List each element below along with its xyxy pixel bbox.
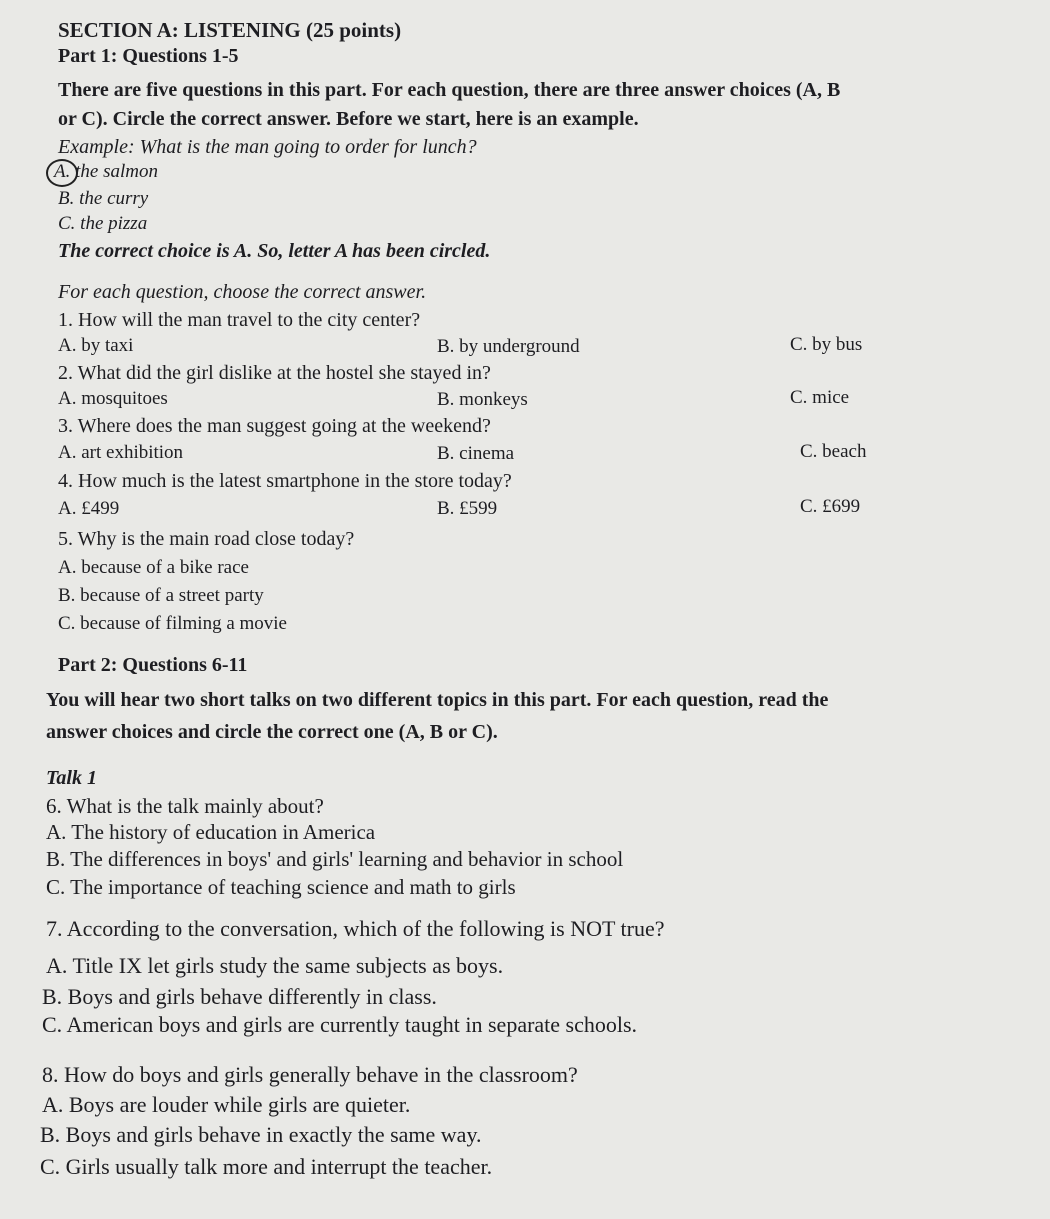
q2-question: 2. What did the girl dislike at the hostel she stayed in? (58, 362, 491, 384)
q4-question: 4. How much is the latest smartphone in the store today? (58, 470, 512, 492)
q3-option-a: A. art exhibition (58, 442, 184, 463)
example-note: The correct choice is A. So, letter A has been circled. (58, 240, 491, 262)
q5-option-b: B. because of a street party (58, 585, 264, 606)
q7-question: 7. According to the conversation, which of the following is NOT true? (46, 916, 665, 941)
q2-option-a: A. mosquitoes (58, 388, 168, 409)
q2-option-b: B. monkeys (437, 389, 528, 410)
q6-option-a: A. The history of education in America (46, 820, 376, 844)
q8-option-b: B. Boys and girls behave in exactly the same way. (40, 1122, 482, 1147)
q7-option-c: C. American boys and girls are currently taught in separate schools. (42, 1012, 638, 1037)
q5-option-a: A. because of a bike race (58, 557, 249, 578)
q4-option-a: A. £499 (58, 498, 120, 519)
q8-question: 8. How do boys and girls generally behave in the classroom? (42, 1062, 578, 1087)
q6-option-b: B. The differences in boys' and girls' learning and behavior in school (46, 847, 624, 871)
part2-instructions-line1: You will hear two short talks on two different topics in this part. For each question, read the (46, 689, 829, 711)
q7-option-a: A. Title IX let girls study the same subjects as boys. (46, 953, 504, 978)
q1-question: 1. How will the man travel to the city center? (58, 309, 421, 331)
q1-option-c: C. by bus (790, 334, 863, 355)
q4-option-c: C. £699 (800, 496, 861, 517)
q7-option-b: B. Boys and girls behave differently in class. (42, 984, 437, 1009)
q4-option-b: B. £599 (437, 498, 498, 519)
q5-question: 5. Why is the main road close today? (58, 528, 355, 550)
part2-instructions-line2: answer choices and circle the correct one (A, B or C). (46, 721, 498, 743)
q3-question: 3. Where does the man suggest going at the weekend? (58, 415, 491, 437)
part1-instructions-line1: There are five questions in this part. For each question, there are three answer choices (A, B (58, 79, 841, 101)
q8-option-a: A. Boys are louder while girls are quieter. (42, 1092, 411, 1117)
example-question: Example: What is the man going to order for lunch? (58, 136, 477, 158)
example-option-b: B. the curry (58, 188, 149, 209)
example-option-c: C. the pizza (58, 213, 148, 234)
part1-heading: Part 1: Questions 1-5 (58, 45, 239, 67)
example-option-a: A. the salmon (54, 161, 158, 182)
q2-option-c: C. mice (790, 387, 850, 408)
q6-question: 6. What is the talk mainly about? (46, 794, 324, 818)
talk-label: Talk 1 (46, 767, 97, 789)
q3-option-b: B. cinema (437, 443, 515, 464)
q1-option-a: A. by taxi (58, 335, 134, 356)
q1-option-b: B. by underground (437, 336, 580, 357)
section-title: SECTION A: LISTENING (25 points) (58, 18, 402, 42)
part2-heading: Part 2: Questions 6-11 (58, 654, 248, 676)
q5-option-c: C. because of filming a movie (58, 613, 287, 634)
part1-instructions-line2: or C). Circle the correct answer. Before we start, here is an example. (58, 108, 639, 130)
q3-option-c: C. beach (800, 441, 867, 462)
q8-option-c: C. Girls usually talk more and interrupt the teacher. (40, 1154, 493, 1179)
q6-option-c: C. The importance of teaching science and math to girls (46, 875, 516, 899)
part1-prompt: For each question, choose the correct answer. (58, 281, 427, 303)
